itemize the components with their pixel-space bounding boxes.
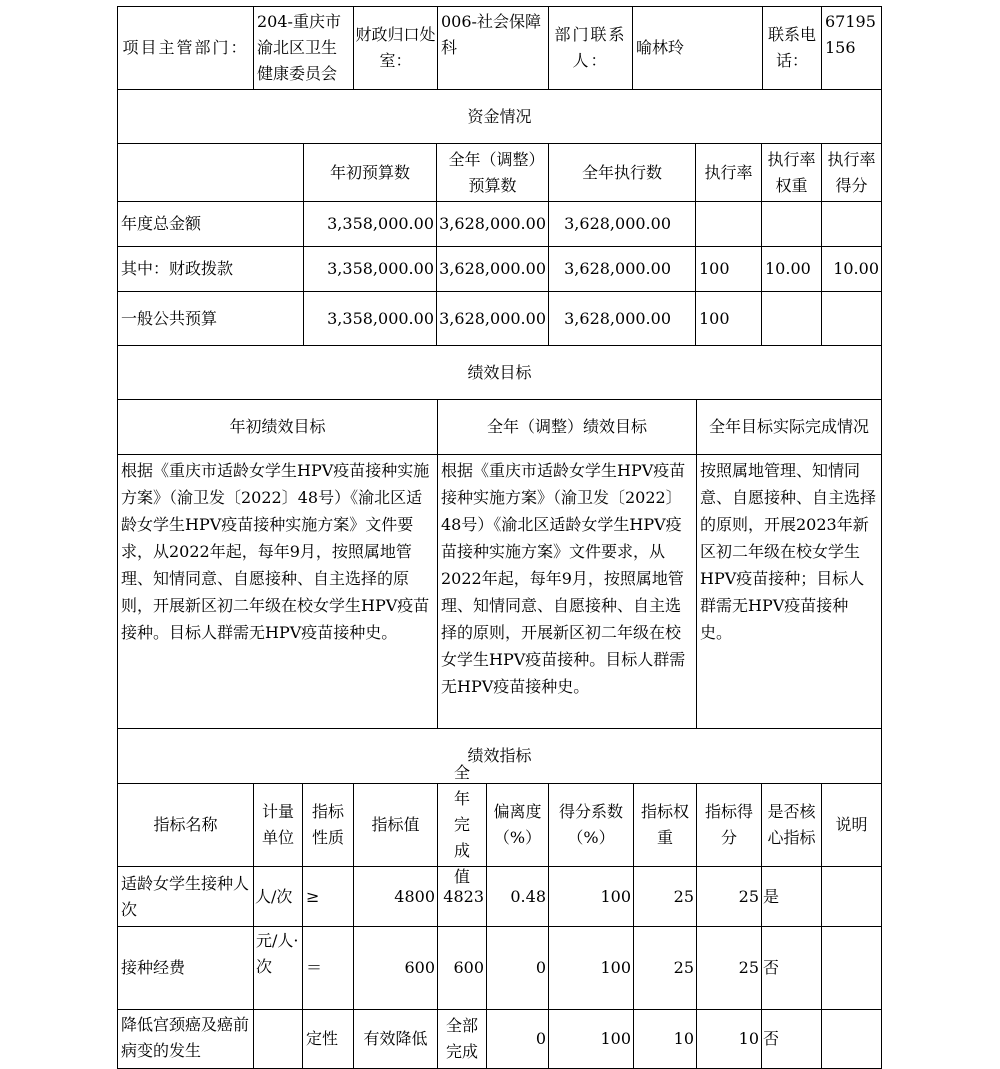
dept-label: 项目主管部门： <box>117 6 254 90</box>
funds-row-adjusted: 3,628,000.00 <box>436 291 549 346</box>
funds-row-rate: 100 <box>695 291 762 346</box>
finance-label: 财政归口处室： <box>353 6 438 90</box>
funds-row-executed: 3,628,000.00 <box>548 246 696 292</box>
funds-row-initial: 3,358,000.00 <box>303 291 437 346</box>
ind-col-deviation: 偏离度（%） <box>486 783 549 867</box>
funds-col-score: 执行率得分 <box>821 143 882 202</box>
ind-row-weight: 10 <box>633 1009 697 1069</box>
ind-row-coef: 100 <box>548 1009 634 1069</box>
ind-row-score: 25 <box>696 926 762 1010</box>
funds-col-weight: 执行率权重 <box>761 143 822 202</box>
funds-row-score <box>821 201 882 247</box>
ind-row-weight: 25 <box>633 926 697 1010</box>
funds-row-weight <box>761 201 822 247</box>
ind-row-note <box>821 1009 882 1069</box>
funds-row-weight <box>761 291 822 346</box>
ind-row-name: 降低宫颈癌及癌前病变的发生 <box>117 1009 254 1069</box>
ind-row-name: 接种经费 <box>117 926 254 1010</box>
ind-col-actual: 全年完成值 <box>437 783 487 867</box>
goals-actual-text: 按照属地管理、知情同意、自愿接种、自主选择的原则，开展2023年新区初二年级在校女学生HPV疫苗接种；目标人群需无HPV疫苗接种史。 <box>696 454 882 729</box>
ind-row-actual: 4823 <box>437 866 487 927</box>
ind-row-nature: ≥ <box>302 866 354 927</box>
ind-row-deviation: 0.48 <box>486 866 549 927</box>
funds-section-title: 资金情况 <box>117 89 882 144</box>
ind-row-nature: ＝ <box>302 926 354 1010</box>
ind-row-unit: 元/人·次 <box>253 926 303 1010</box>
ind-col-core: 是否核心指标 <box>761 783 822 867</box>
ind-row-unit <box>253 1009 303 1069</box>
ind-row-coef: 100 <box>548 926 634 1010</box>
ind-col-nature: 指标性质 <box>302 783 354 867</box>
funds-row-name: 一般公共预算 <box>117 291 304 346</box>
funds-row-adjusted: 3,628,000.00 <box>436 246 549 292</box>
ind-row-score: 25 <box>696 866 762 927</box>
funds-col-executed: 全年执行数 <box>548 143 696 202</box>
ind-row-note <box>821 926 882 1010</box>
funds-row-score: 10.00 <box>821 246 882 292</box>
ind-row-coef: 100 <box>548 866 634 927</box>
ind-row-name: 适龄女学生接种人次 <box>117 866 254 927</box>
funds-row-name: 年度总金额 <box>117 201 304 247</box>
funds-row-executed: 3,628,000.00 <box>548 201 696 247</box>
contact-label: 部门联系人： <box>548 6 633 90</box>
ind-row-score: 10 <box>696 1009 762 1069</box>
ind-col-weight: 指标权重 <box>633 783 697 867</box>
ind-row-actual: 全部完成 <box>437 1009 487 1069</box>
indicators-section-title: 绩效指标 <box>117 728 882 784</box>
ind-row-core: 否 <box>761 1009 822 1069</box>
funds-col-adjusted: 全年（调整）预算数 <box>436 143 549 202</box>
ind-col-score: 指标得分 <box>696 783 762 867</box>
funds-row-rate: 100 <box>695 246 762 292</box>
finance-value: 006-社会保障科 <box>437 6 549 90</box>
funds-row-initial: 3,358,000.00 <box>303 246 437 292</box>
funds-row-executed: 3,628,000.00 <box>548 291 696 346</box>
funds-row-name: 其中：财政拨款 <box>117 246 304 292</box>
ind-row-target: 600 <box>353 926 438 1010</box>
goals-col-initial: 年初绩效目标 <box>117 399 438 455</box>
ind-row-nature: 定性 <box>302 1009 354 1069</box>
goals-adjusted-text: 根据《重庆市适龄女学生HPV疫苗接种实施方案》（渝卫发〔2022〕48号）《渝北区适龄女学生HPV疫苗接种实施方案》文件要求，从2022年起，每年9月，按照属地管理、知情同意、自愿接种、自主选择的原则，开展新区初二年级在校女学生HPV疫苗接种。目标人群需无HPV疫苗接种史。 <box>437 454 697 729</box>
ind-row-core: 否 <box>761 926 822 1010</box>
funds-col-initial: 年初预算数 <box>303 143 437 202</box>
funds-row-adjusted: 3,628,000.00 <box>436 201 549 247</box>
ind-row-target: 4800 <box>353 866 438 927</box>
funds-header-blank <box>117 143 304 202</box>
ind-row-deviation: 0 <box>486 1009 549 1069</box>
dept-value: 204-重庆市渝北区卫生健康委员会 <box>253 6 354 90</box>
ind-row-target: 有效降低 <box>353 1009 438 1069</box>
phone-value: 67195156 <box>821 6 882 90</box>
ind-col-note: 说明 <box>821 783 882 867</box>
ind-col-coef: 得分系数（%） <box>548 783 634 867</box>
funds-row-initial: 3,358,000.00 <box>303 201 437 247</box>
goals-col-actual: 全年目标实际完成情况 <box>696 399 882 455</box>
funds-row-score <box>821 291 882 346</box>
funds-row-weight: 10.00 <box>761 246 822 292</box>
funds-row-rate <box>695 201 762 247</box>
ind-row-deviation: 0 <box>486 926 549 1010</box>
goals-initial-text: 根据《重庆市适龄女学生HPV疫苗接种实施方案》（渝卫发〔2022〕48号）《渝北区适龄女学生HPV疫苗接种实施方案》文件要求，从2022年起，每年9月，按照属地管理、知情同意、自愿接种、自主选择的原则，开展新区初二年级在校女学生HPV疫苗接种。目标人群需无HPV疫苗接种史。 <box>117 454 438 729</box>
ind-col-unit: 计量单位 <box>253 783 303 867</box>
ind-row-unit: 人/次 <box>253 866 303 927</box>
ind-row-actual: 600 <box>437 926 487 1010</box>
ind-row-weight: 25 <box>633 866 697 927</box>
contact-value: 喻林玲 <box>632 6 763 90</box>
goals-col-adjusted: 全年（调整）绩效目标 <box>437 399 697 455</box>
ind-row-core: 是 <box>761 866 822 927</box>
funds-col-rate: 执行率 <box>695 143 762 202</box>
goals-section-title: 绩效目标 <box>117 345 882 400</box>
ind-col-target: 指标值 <box>353 783 438 867</box>
ind-row-note <box>821 866 882 927</box>
ind-col-name: 指标名称 <box>117 783 254 867</box>
phone-label: 联系电话： <box>762 6 822 90</box>
